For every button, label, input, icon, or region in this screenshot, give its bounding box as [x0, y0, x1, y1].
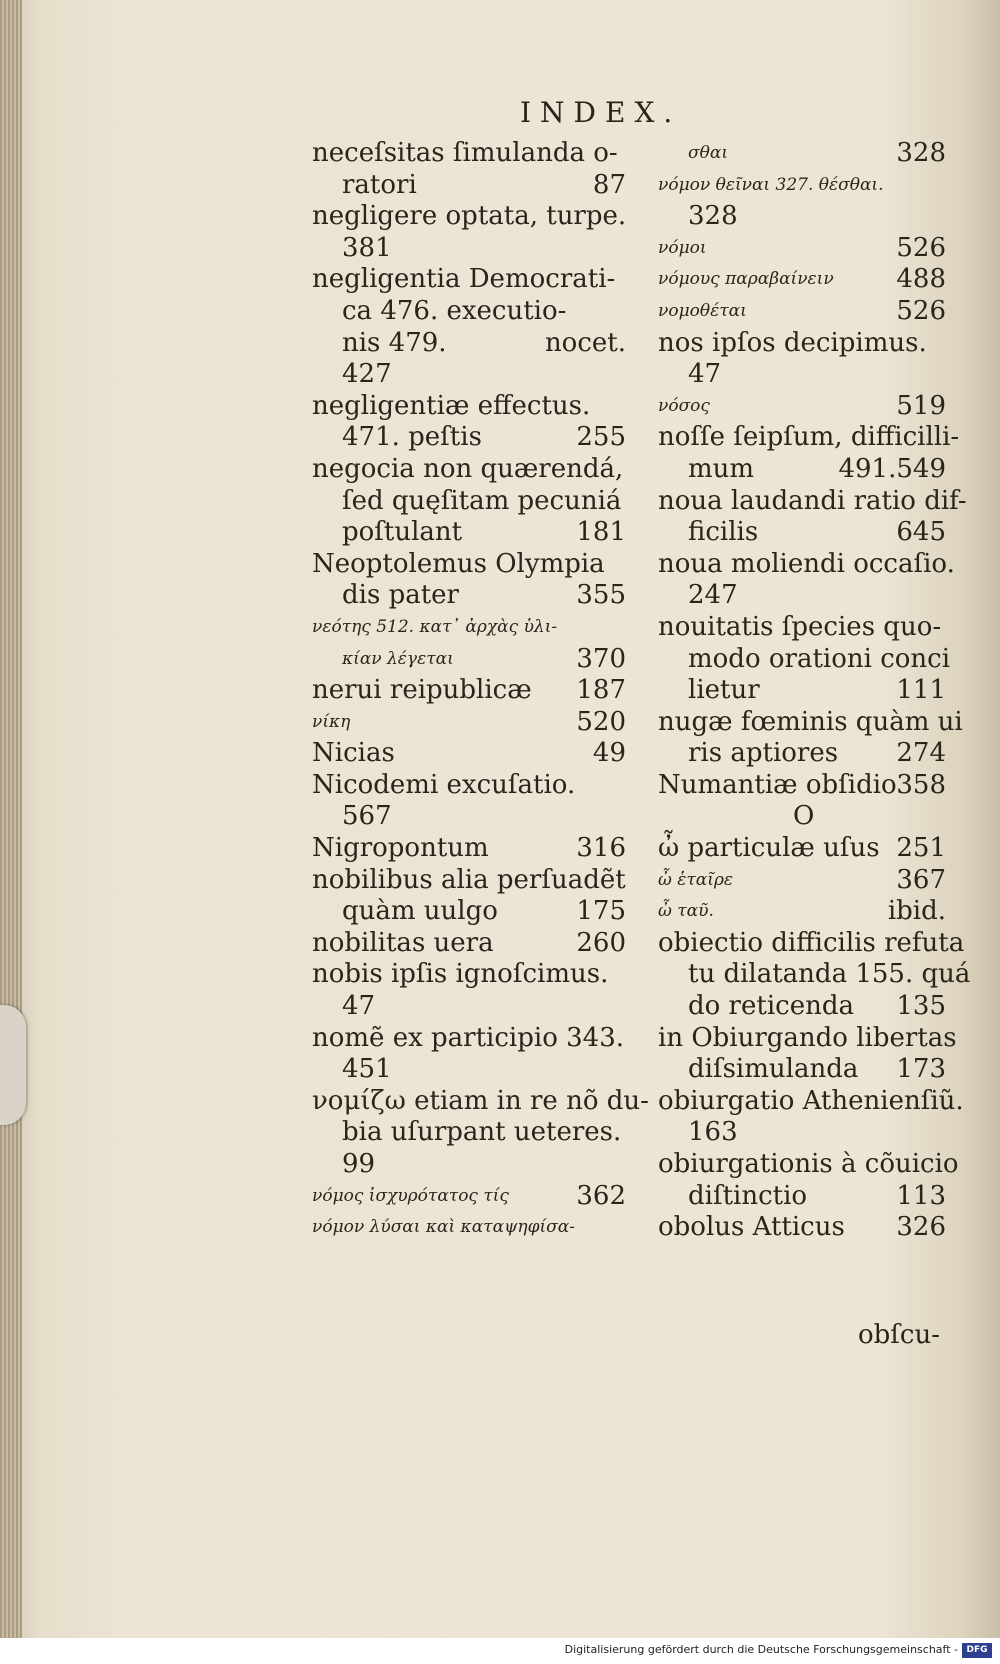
- entry-text: νόμον λύσαι καὶ καταψηφίσα-: [312, 1217, 575, 1238]
- entry-text: poſtulant: [342, 517, 463, 548]
- index-entry: [658, 1054, 946, 1086]
- index-entry: [658, 1212, 946, 1244]
- entry-text: Nicias: [312, 738, 395, 769]
- index-entry: [658, 991, 946, 1023]
- index-entry: [312, 675, 626, 707]
- entry-page-ref: 87: [592, 169, 626, 200]
- entry-page-ref: 355: [576, 580, 626, 611]
- index-entry: [312, 801, 626, 833]
- entry-text: 451: [342, 1054, 392, 1085]
- index-entry: [312, 1212, 626, 1244]
- entry-text: νόμους παραβαίνειν: [658, 269, 834, 290]
- entry-page-ref: 113: [896, 1180, 946, 1211]
- footer-credit: Digitalisierung gefördert durch die Deutsche Forschungsgemeinschaft -: [564, 1643, 958, 1656]
- entry-text: 47: [688, 359, 722, 390]
- entry-page-ref: 367: [896, 864, 946, 895]
- index-entry: [312, 612, 626, 644]
- entry-text: obiurgationis à cõuicio: [658, 1149, 959, 1179]
- entry-text: negligentia Democrati-: [312, 264, 616, 295]
- entry-text: ris aptiores: [688, 738, 839, 769]
- index-entry: [658, 927, 965, 960]
- index-entry: [658, 1117, 946, 1149]
- entry-page-ref: 362: [576, 1180, 626, 1211]
- entry-page-ref: 255: [576, 422, 626, 453]
- entry-text: νόμοι: [658, 237, 707, 258]
- index-entry: [312, 138, 626, 170]
- index-entry: [658, 896, 946, 928]
- index-entry: [312, 1054, 626, 1086]
- index-entry: [312, 391, 626, 423]
- index-entry: [658, 612, 946, 644]
- index-entry: [658, 138, 946, 170]
- index-entry: [658, 801, 946, 833]
- entry-page-ref: 251: [896, 833, 946, 864]
- entry-text: noua moliendi occaſio.: [658, 548, 955, 579]
- entry-text: negocia non quærendá,: [312, 453, 624, 484]
- entry-text: nugæ fœminis quàm ui: [658, 706, 963, 737]
- entry-text: noua laudandi ratio dif-: [658, 485, 967, 516]
- entry-text: neceſsitas ſimulanda o-: [312, 138, 618, 168]
- entry-text: Nigropontum: [312, 833, 489, 864]
- index-entry: [312, 896, 626, 928]
- entry-text: σθαι: [688, 143, 728, 163]
- index-entry: [312, 1117, 626, 1149]
- index-entry: [312, 738, 626, 770]
- index-entry: [658, 233, 946, 265]
- index-entry: [658, 580, 946, 612]
- index-entry: [658, 517, 946, 549]
- entry-text: ſed quęſitam pecuniá: [342, 485, 622, 516]
- index-entry: [312, 991, 626, 1023]
- index-entry: [658, 675, 946, 707]
- index-entry: [312, 359, 626, 391]
- entry-page-ref: 526: [896, 232, 946, 263]
- entry-text: ὦ ἑταῖρε: [658, 869, 734, 890]
- entry-text: Numantiæ obſidio: [658, 769, 897, 800]
- entry-text: ὦ particulæ uſus: [658, 833, 880, 864]
- index-entry: [312, 644, 626, 676]
- index-entry: [658, 833, 946, 865]
- index-entry: [658, 1022, 957, 1055]
- entry-text: negligentiæ effectus.: [312, 390, 591, 421]
- entry-text: negligere optata, turpe.: [312, 201, 627, 232]
- entry-text: diſsimulanda: [688, 1054, 859, 1085]
- index-entry: [312, 233, 626, 265]
- book-gutter: [0, 0, 22, 1664]
- entry-text: νόσος: [658, 395, 710, 416]
- entry-text: nobilibus alia perſuadẽt: [312, 864, 626, 895]
- entry-text: nobilitas uera: [312, 927, 494, 958]
- entry-page-ref: 316: [576, 833, 626, 864]
- entry-text: 328: [688, 201, 738, 232]
- index-column-right: [658, 138, 971, 1244]
- entry-text: νομίζω etiam in re nõ du-: [312, 1085, 649, 1116]
- entry-page-ref: 526: [896, 295, 946, 326]
- entry-text: quàm uulgo: [342, 896, 498, 927]
- index-entry: [658, 170, 946, 202]
- entry-text: νεότης 512. κατ᾽ ἀρχὰς ὑλι-: [312, 616, 558, 637]
- index-entry: [658, 485, 967, 518]
- entry-page-ref: 187: [576, 675, 626, 706]
- entry-text: mum: [688, 453, 755, 484]
- entry-text: noſſe ſeipſum, difficilli-: [658, 422, 960, 453]
- page-tab: [0, 1005, 26, 1125]
- running-header: INDEX.: [520, 96, 682, 129]
- entry-text: 427: [342, 359, 392, 390]
- index-entry: [658, 865, 946, 897]
- index-entry: [658, 548, 955, 581]
- index-entry: [312, 833, 626, 865]
- index-entry: [658, 1149, 959, 1181]
- entry-text: ficilis: [688, 517, 759, 548]
- entry-text: in Obiurgando libertas: [658, 1022, 957, 1053]
- entry-page-ref: 173: [896, 1054, 946, 1085]
- index-entry: [312, 170, 626, 202]
- index-entry: [658, 1085, 964, 1118]
- index-entry: [658, 959, 971, 991]
- entry-text: ca 476. executio-: [342, 295, 567, 326]
- index-entry: [312, 328, 626, 360]
- index-column-left: [312, 138, 649, 1244]
- entry-text: do reticenda: [688, 991, 854, 1022]
- index-entry: [658, 328, 946, 360]
- index-entry: [312, 580, 626, 612]
- entry-page-ref: 181: [576, 517, 626, 548]
- entry-text: obiurgatio Athenienſiũ.: [658, 1085, 964, 1116]
- entry-page-ref: 135: [896, 991, 946, 1022]
- entry-page-ref: 645: [896, 517, 946, 548]
- entry-text: lietur: [688, 675, 760, 706]
- digitization-footer: [0, 1638, 1000, 1664]
- entry-page-ref: 260: [576, 927, 626, 958]
- index-entry: [658, 201, 946, 233]
- entry-page-ref: 175: [576, 896, 626, 927]
- entry-text: 567: [342, 801, 392, 832]
- index-entry: [658, 359, 946, 391]
- entry-text: 381: [342, 232, 392, 263]
- entry-page-ref: 520: [576, 706, 626, 737]
- entry-text: nis 479.: [342, 327, 447, 358]
- index-entry: [658, 1181, 946, 1213]
- index-entry: [312, 865, 626, 897]
- entry-page-ref: 358: [896, 769, 946, 800]
- entry-page-ref: nocet.: [544, 327, 626, 358]
- index-entry: [312, 517, 626, 549]
- index-entry: [658, 296, 946, 328]
- entry-text: Neoptolemus Olympia: [312, 548, 605, 579]
- entry-text: nouitatis ſpecies quo-: [658, 611, 942, 642]
- index-entry: [312, 422, 626, 454]
- entry-page-ref: 491.549: [838, 453, 946, 484]
- entry-text: nomẽ ex participio 343.: [312, 1022, 624, 1053]
- entry-text: obolus Atticus: [658, 1212, 845, 1243]
- dfg-logo-icon: DFG: [962, 1643, 992, 1658]
- entry-page-ref: 111: [896, 675, 946, 706]
- index-entry: [312, 454, 626, 486]
- entry-text: nos ipſos decipimus.: [658, 327, 927, 358]
- index-entry: [658, 770, 946, 802]
- entry-page-ref: ibid.: [887, 896, 946, 927]
- index-entry: [312, 1149, 626, 1181]
- entry-page-ref: 328: [896, 138, 946, 168]
- index-entry: [312, 707, 626, 739]
- entry-text: nerui reipublicæ: [312, 675, 532, 706]
- index-entry: [658, 391, 946, 423]
- index-entry: [658, 706, 963, 739]
- entry-text: 471. peſtis: [342, 422, 482, 453]
- index-entry: [312, 1085, 649, 1118]
- entry-page-ref: 49: [592, 738, 626, 769]
- entry-page-ref: 519: [896, 390, 946, 421]
- index-entry: [658, 422, 960, 454]
- entry-text: O: [793, 801, 815, 832]
- entry-page-ref: 370: [576, 643, 626, 674]
- entry-text: 247: [688, 580, 738, 611]
- entry-text: ὦ ταῦ.: [658, 901, 714, 922]
- entry-text: modo orationi conci: [688, 643, 951, 674]
- entry-text: κίαν λέγεται: [342, 648, 454, 669]
- entry-text: tu dilatanda 155. quá: [688, 959, 971, 990]
- index-entry: [312, 486, 626, 518]
- catchword: obſcu-: [858, 1320, 941, 1350]
- index-entry: [312, 928, 626, 960]
- entry-text: νόμος ἰσχυρότατος τίς: [312, 1185, 509, 1206]
- index-entry: [658, 454, 946, 486]
- index-entry: [658, 264, 946, 296]
- entry-text: νόμον θεῖναι 327. θέσθαι.: [658, 174, 884, 195]
- index-entry: [312, 549, 626, 581]
- entry-text: νίκη: [312, 711, 351, 732]
- entry-text: dis pater: [342, 580, 459, 611]
- entry-text: obiectio difficilis refuta: [658, 927, 965, 958]
- index-entry: [312, 1181, 626, 1213]
- entry-page-ref: 274: [896, 738, 946, 769]
- index-entry: [312, 1023, 626, 1055]
- entry-text: 47: [342, 991, 376, 1022]
- entry-text: diſtinctio: [688, 1180, 808, 1211]
- index-entry: [312, 959, 626, 991]
- entry-text: νομοθέται: [658, 300, 747, 321]
- index-entry: [312, 296, 626, 328]
- entry-text: bia uſurpant ueteres.: [342, 1117, 622, 1148]
- index-entry: [658, 643, 951, 676]
- entry-text: Nicodemi excuſatio.: [312, 769, 576, 800]
- entry-text: ratori: [342, 169, 417, 200]
- index-entry: [312, 201, 626, 233]
- entry-page-ref: 488: [896, 264, 946, 295]
- index-entry: [312, 770, 626, 802]
- entry-text: 163: [688, 1117, 738, 1148]
- index-entry: [658, 738, 946, 770]
- entry-text: 99: [342, 1149, 376, 1179]
- entry-page-ref: 326: [896, 1212, 946, 1243]
- index-entry: [312, 264, 626, 296]
- entry-text: nobis ipſis ignoſcimus.: [312, 959, 609, 990]
